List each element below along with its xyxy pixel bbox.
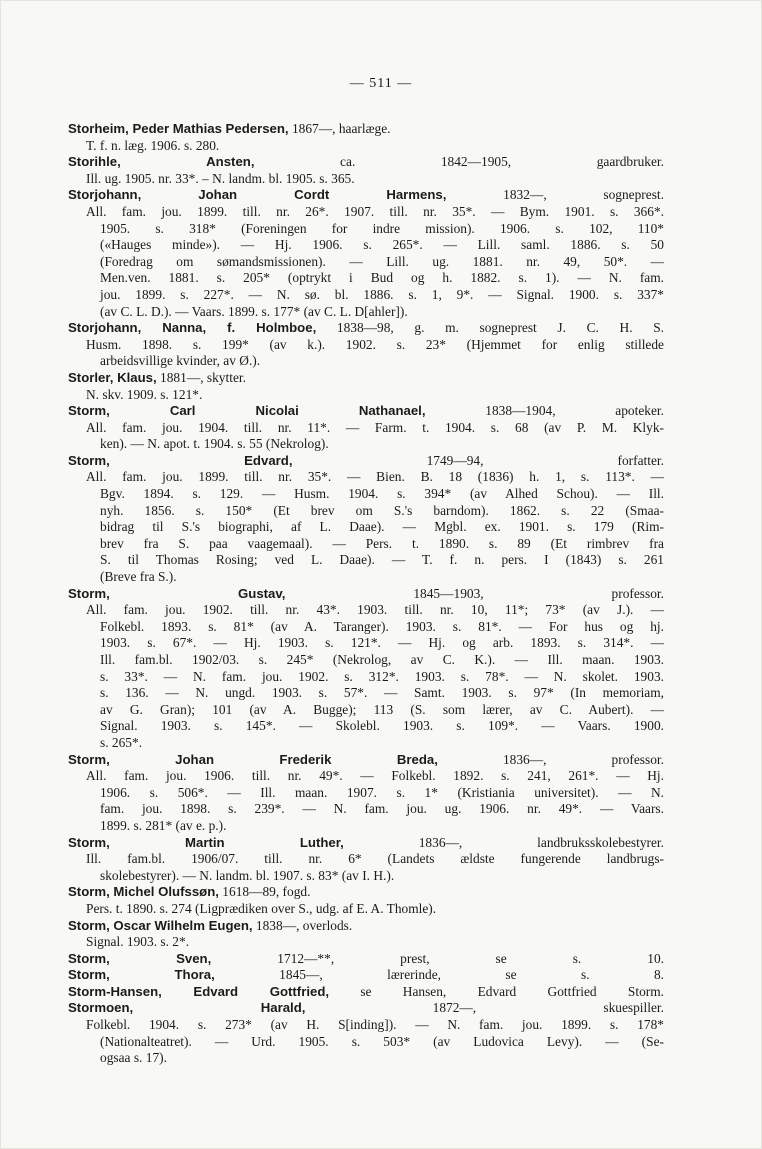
bibliography-entry [67, 370, 664, 403]
entry-name: Stormoen, Harald, [68, 1000, 306, 1016]
reference-line: Signal. 1903. s. 2*. [86, 934, 190, 950]
entry-heading [67, 453, 664, 470]
entry-heading [67, 320, 664, 337]
bibliography-entry [67, 187, 664, 320]
reference-line: brev fra S. paa vaagemaal). — Pers. t. 1890. s. 89 (Et rimbrev fra [100, 535, 664, 551]
bibliography-entry [67, 1000, 664, 1066]
entry-description: 1838—, overlods. [252, 917, 353, 933]
bibliography-entry [67, 586, 664, 752]
reference-line: Husm. 1898. s. 199* (av k.). 1902. s. 23* (Hjemmet for enlig stillede [86, 336, 664, 352]
entry-name: Storm, Sven, [68, 950, 212, 966]
reference-line: N. skv. 1909. s. 121*. [86, 386, 203, 402]
entry-heading [67, 835, 664, 852]
entry-heading [67, 1000, 664, 1017]
entry-heading [67, 884, 664, 901]
entry-description: 1872—, skuespiller. [305, 1000, 664, 1016]
entry-name: Storjohann, Johan Cordt Harmens, [68, 187, 447, 203]
reference-line: arbeidsvillige kvinder, av Ø.). [100, 353, 261, 369]
reference-line: T. f. n. læg. 1906. s. 280. [86, 137, 220, 153]
bibliography-entry [67, 752, 664, 835]
bibliography-entry [67, 453, 664, 586]
reference-line: Bgv. 1894. s. 129. — Husm. 1904. s. 394* (av Alhed Schou). — Ill. [100, 486, 664, 502]
bibliography-entry [67, 984, 664, 1001]
reference-line: ogsaa s. 17). [100, 1050, 167, 1066]
reference-line: Folkebl. 1893. s. 81* (av A. Taranger). 1903. s. 81*. — For hus og hj. [100, 618, 664, 634]
reference-line: ken). — N. apot. t. 1904. s. 55 (Nekrolog). [100, 436, 329, 452]
bibliography-entry [67, 918, 664, 951]
entry-references [67, 138, 664, 155]
reference-line: All. fam. jou. 1904. till. nr. 11*. — Farm. t. 1904. s. 68 (av P. M. Klyk- [86, 419, 664, 435]
reference-line: All. fam. jou. 1899. till. nr. 35*. — Bien. B. 18 (1836) h. 1, s. 113*. — [86, 469, 664, 485]
entry-name: Storm, Martin Luther, [68, 834, 344, 850]
entry-heading [67, 586, 664, 603]
entry-description: 1618—89, fogd. [218, 884, 311, 900]
entry-heading [67, 121, 664, 138]
reference-line: 1906. s. 506*. — Ill. maan. 1907. s. 1* (Kristiania universitet). — N. [100, 784, 664, 800]
entry-references [67, 204, 664, 320]
reference-line: Folkebl. 1904. s. 273* (av H. S[inding]). — N. fam. jou. 1899. s. 178* [86, 1017, 664, 1033]
entry-references [67, 171, 664, 188]
reference-line: bidrag til S.'s biographi, af L. Daae). — Mgbl. ex. 1901. s. 179 (Rim- [100, 519, 664, 535]
entry-name: Storm, Thora, [68, 967, 215, 983]
reference-line: Ill. fam.bl. 1902/03. s. 245* (Nekrolog, av C. K.). — Ill. maan. 1903. [100, 652, 664, 667]
entry-heading [67, 154, 664, 171]
reference-line: jou. 1899. s. 227*. — N. sø. bl. 1886. s. 1, 9*. — Signal. 1900. s. 337* [100, 286, 664, 302]
entry-name: Storm, Carl Nicolai Nathanael, [68, 403, 426, 419]
reference-line: (Foredrag om sømandsmissionen). — Lill. ug. 1881. nr. 49, 50*. — [100, 253, 664, 269]
entry-heading [67, 370, 664, 387]
entry-heading [67, 967, 664, 984]
reference-line: 1903. s. 67*. — Hj. 1903. s. 121*. — Hj. og arb. 1893. s. 314*. — [100, 635, 664, 651]
reference-line: Ill. ug. 1905. nr. 33*. – N. landm. bl. 1905. s. 365. [86, 170, 355, 186]
entry-description: 1838—1904, apoteker. [425, 403, 664, 419]
reference-line: Men.ven. 1881. s. 205* (optrykt i Bud og h. 1882. s. 1). — N. fam. [100, 270, 664, 286]
entry-heading [67, 403, 664, 420]
entry-references [67, 768, 664, 834]
entry-name: Storm-Hansen, Edvard Gottfried, [68, 983, 330, 999]
entry-name: Storm, Oscar Wilhelm Eugen, [68, 917, 253, 933]
entry-heading [67, 752, 664, 769]
reference-line: s. 265*. [100, 734, 143, 750]
entry-list [67, 121, 664, 1067]
entry-name: Storm, Michel Olufssøn, [68, 884, 219, 900]
entry-name: Storm, Johan Frederik Breda, [68, 751, 438, 767]
entry-heading [67, 918, 664, 935]
entry-description: ca. 1842—1905, gaardbruker. [254, 154, 664, 170]
entry-name: Storm, Gustav, [68, 585, 286, 601]
reference-line: s. 136. — N. ungd. 1903. s. 57*. — Samt. 1903. s. 97* (In memoriam, [100, 685, 664, 701]
entry-references [67, 901, 664, 918]
bibliography-entry [67, 951, 664, 968]
bibliography-entry [67, 403, 664, 453]
entry-name: Storm, Edvard, [68, 452, 293, 468]
reference-line: Signal. 1903. s. 145*. — Skolebl. 1903. s. 109*. — Vaars. 1900. [100, 718, 664, 734]
entry-description: 1881—, skytter. [156, 369, 246, 385]
entry-description: 1838—98, g. m. sogneprest J. C. H. S. [316, 320, 664, 336]
reference-line: 1899. s. 281* (av e. p.). [100, 817, 227, 833]
bibliography-entry [67, 835, 664, 885]
reference-line: («Hauges minde»). — Hj. 1906. s. 265*. — Lill. saml. 1886. s. 50 [100, 237, 664, 253]
bibliography-entry [67, 320, 664, 370]
entry-description: 1832—, sogneprest. [446, 187, 664, 203]
entry-name: Storler, Klaus, [68, 369, 157, 385]
reference-line: All. fam. jou. 1902. till. nr. 43*. 1903. till. nr. 10, 11*; 73* (av J.). — [86, 602, 664, 618]
reference-line: av G. Gran); 101 (av A. Bugge); 113 (S. som lærer, av C. Aubert). — [100, 701, 664, 717]
bibliography-entry [67, 154, 664, 187]
reference-line: All. fam. jou. 1899. till. nr. 26*. 1907. till. nr. 35*. — Bym. 1901. s. 366*. [86, 203, 664, 219]
bibliography-entry [67, 967, 664, 984]
reference-line: Pers. t. 1890. s. 274 (Ligprædiken over S., udg. af E. A. Thomle). [86, 900, 437, 916]
entry-references [67, 469, 664, 585]
entry-description: 1712—**, prest, se s. 10. [211, 950, 664, 966]
entry-references [67, 387, 664, 404]
entry-description: 1836—, professor. [437, 751, 664, 767]
entry-references [67, 337, 664, 370]
reference-line: All. fam. jou. 1906. till. nr. 49*. — Folkebl. 1892. s. 241, 261*. — Hj. [86, 768, 664, 784]
reference-line: skolebestyrer). — N. landm. bl. 1907. s. 83* (av I. H.). [100, 867, 395, 883]
entry-references [67, 934, 664, 951]
reference-line: nyh. 1856. s. 150* (Et brev om S.'s barndom). 1862. s. 22 (Smaa- [100, 502, 664, 518]
reference-line: fam. jou. 1898. s. 239*. — N. fam. jou. ug. 1906. nr. 49*. — Vaars. [100, 801, 664, 817]
reference-line: (Nationalteatret). — Urd. 1905. s. 503* (av Ludovica Levy). — (Se- [100, 1033, 664, 1049]
entry-description: 1845—, lærerinde, se s. 8. [214, 967, 664, 983]
entry-description: 1867—, haarlæge. [288, 121, 391, 136]
entry-description: 1845—1903, professor. [285, 585, 664, 601]
entry-references [67, 851, 664, 884]
entry-references [67, 1017, 664, 1067]
reference-line: S. til Thomas Rosing; ved L. Daae). — T. f. n. pers. I (1843) s. 261 [100, 552, 664, 568]
bibliography-entry [67, 121, 664, 154]
reference-line: 1905. s. 318* (Foreningen for indre mission). 1906. s. 102, 110* [100, 220, 664, 236]
entry-references [67, 420, 664, 453]
entry-name: Storihle, Ansten, [68, 154, 255, 170]
reference-line: (av C. L. D.). — Vaars. 1899. s. 177* (av C. L. D[ahler]). [100, 303, 408, 319]
entry-description: 1836—, landbruksskolebestyrer. [343, 834, 664, 850]
reference-line: Ill. fam.bl. 1906/07. till. nr. 6* (Landets ældste fungerende landbrugs- [86, 851, 664, 867]
entry-heading [67, 984, 664, 1001]
entry-heading [67, 951, 664, 968]
entry-references [67, 602, 664, 751]
entry-description: 1749—94, forfatter. [292, 452, 664, 468]
entry-name: Storheim, Peder Mathias Pedersen, [68, 121, 289, 136]
page-number: — 511 — [349, 76, 413, 91]
reference-line: (Breve fra S.). [100, 569, 177, 585]
entry-name: Storjohann, Nanna, f. Holmboe, [68, 320, 317, 336]
entry-description: se Hansen, Edvard Gottfried Storm. [329, 983, 664, 999]
entry-heading [67, 187, 664, 204]
reference-line: s. 33*. — N. fam. jou. 1902. s. 312*. 1903. s. 78*. — N. skolet. 1903. [100, 668, 664, 684]
bibliography-entry [67, 884, 664, 917]
